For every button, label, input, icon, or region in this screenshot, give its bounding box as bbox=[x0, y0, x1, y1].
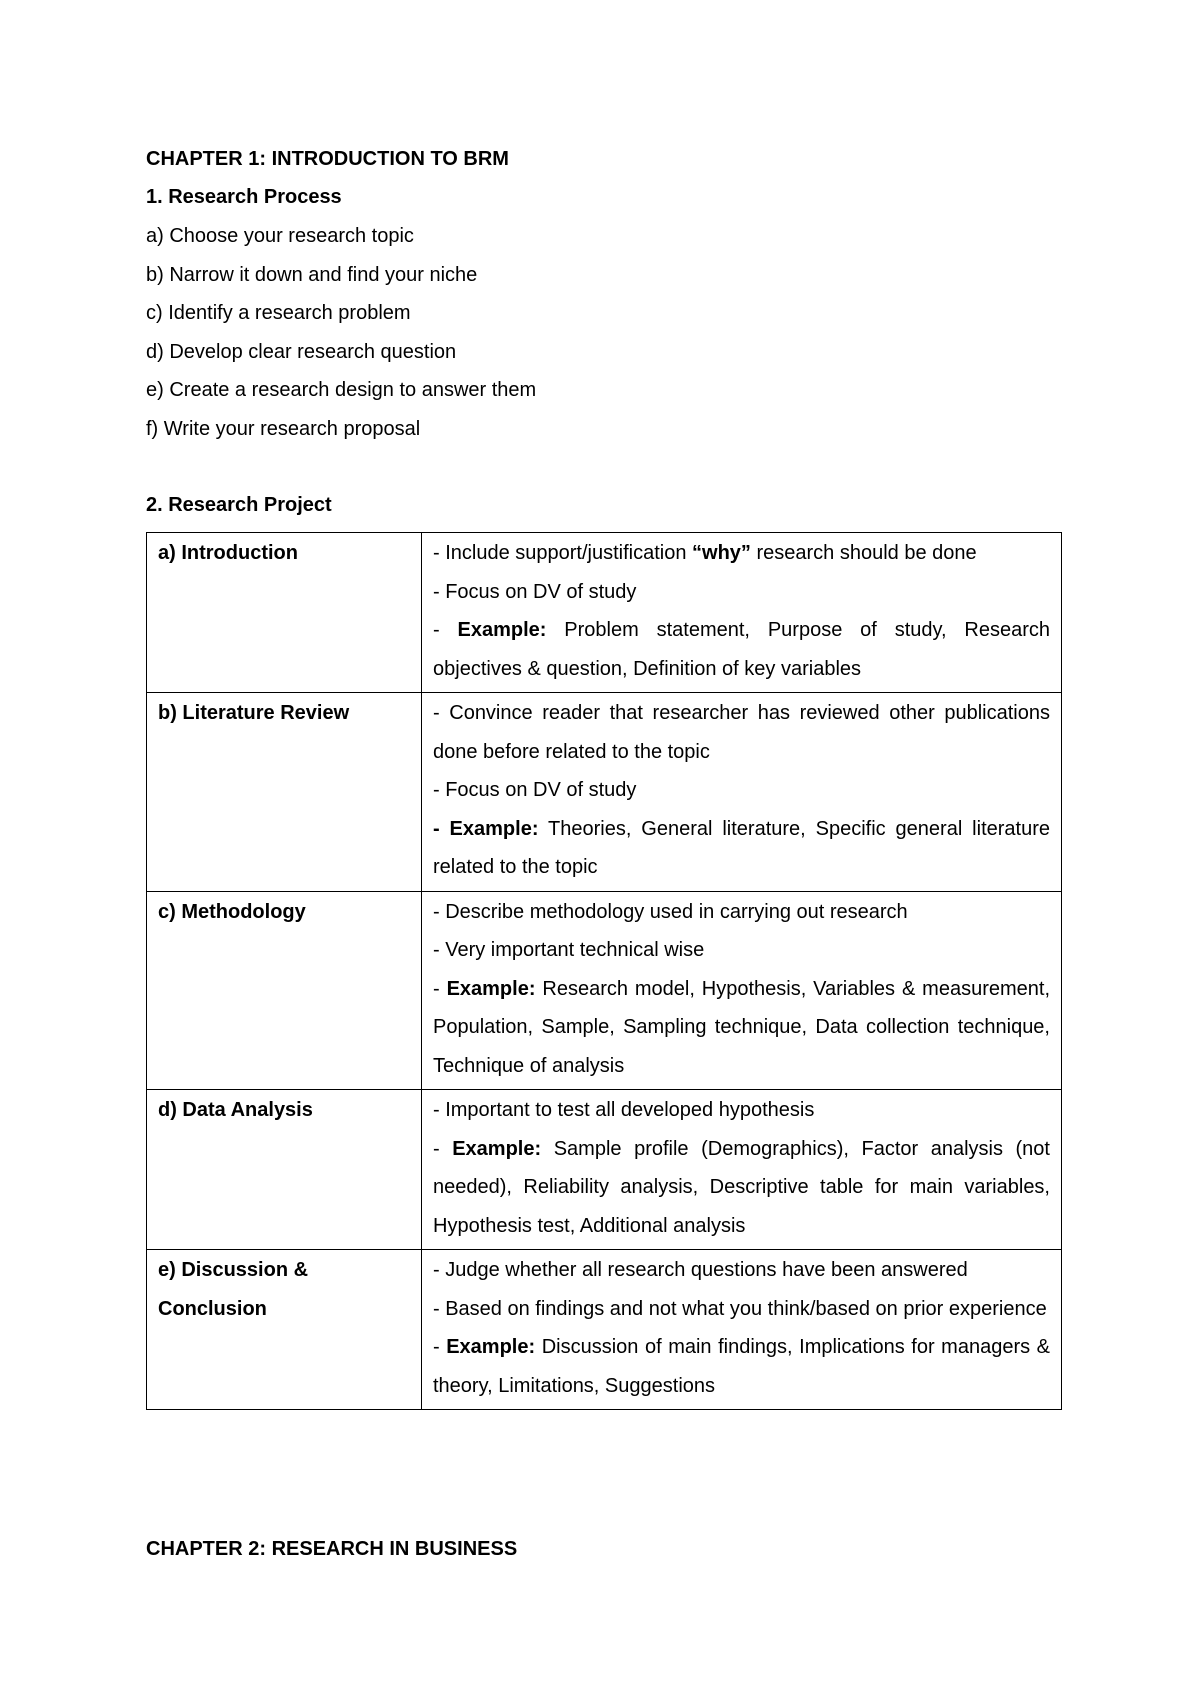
row-label: a) Introduction bbox=[147, 533, 422, 693]
list-item: f) Write your research proposal bbox=[146, 417, 421, 440]
row-example: - Example: Discussion of main findings, Implications for managers & theory, Limitations, Suggestions bbox=[433, 1336, 1050, 1397]
list-item: d) Develop clear research question bbox=[146, 340, 457, 363]
row-point: - Very important technical wise bbox=[433, 939, 705, 961]
row-example: - Example: Research model, Hypothesis, Variables & measurement, Population, Sample, Sampling technique, Data collection technique, Technique of analysis bbox=[433, 977, 1051, 1077]
row-description bbox=[422, 533, 1062, 693]
list-item: e) Create a research design to answer them bbox=[146, 379, 537, 401]
row-example: - Example: Sample profile (Demographics), Factor analysis (not needed), Reliability analysis, Descriptive table for main variables, Hypothesis test, Additional analysis bbox=[433, 1137, 1050, 1237]
list-item: a) Choose your research topic bbox=[146, 225, 414, 247]
row-point: - Based on findings and not what you think/based on prior experience bbox=[433, 1297, 1047, 1320]
row-point: - Judge whether all research questions have been answered bbox=[433, 1259, 968, 1281]
chapter-1-title: CHAPTER 1: INTRODUCTION TO BRM bbox=[146, 148, 509, 170]
row-point: - Describe methodology used in carrying out research bbox=[433, 900, 908, 923]
research-process-heading: 1. Research Process bbox=[146, 186, 342, 208]
chapter-2-title: CHAPTER 2: RESEARCH IN BUSINESS bbox=[146, 1538, 518, 1560]
row-example: - Example: Theories, General literature, Specific general literature related to the topic bbox=[433, 817, 1050, 878]
table-row bbox=[147, 1250, 1062, 1410]
row-point: - Focus on DV of study bbox=[433, 779, 637, 801]
row-description bbox=[422, 693, 1062, 892]
row-description bbox=[422, 1090, 1062, 1250]
table-row bbox=[147, 533, 1062, 693]
research-project-table bbox=[146, 532, 1062, 1410]
row-description bbox=[422, 1250, 1062, 1410]
row-label: c) Methodology bbox=[147, 891, 422, 1090]
row-description bbox=[422, 891, 1062, 1090]
row-point: - Convince reader that researcher has reviewed other publications done before related to the topic bbox=[433, 702, 1050, 763]
row-example: - Example: Problem statement, Purpose of study, Research objectives & question, Definition of key variables bbox=[433, 619, 1051, 680]
row-point: - Focus on DV of study bbox=[433, 580, 637, 603]
table-row bbox=[147, 693, 1062, 892]
row-point: - Include support/justification “why” research should be done bbox=[433, 542, 977, 564]
row-point: - Important to test all developed hypothesis bbox=[433, 1099, 815, 1121]
row-label: e) Discussion & Conclusion bbox=[147, 1250, 422, 1410]
research-project-heading: 2. Research Project bbox=[146, 494, 332, 516]
table-row bbox=[147, 1090, 1062, 1250]
row-label: d) Data Analysis bbox=[147, 1090, 422, 1250]
research-process-list bbox=[146, 224, 536, 455]
list-item: c) Identify a research problem bbox=[146, 302, 411, 324]
row-label: b) Literature Review bbox=[147, 693, 422, 892]
list-item: b) Narrow it down and find your niche bbox=[146, 263, 478, 286]
table-row bbox=[147, 891, 1062, 1090]
